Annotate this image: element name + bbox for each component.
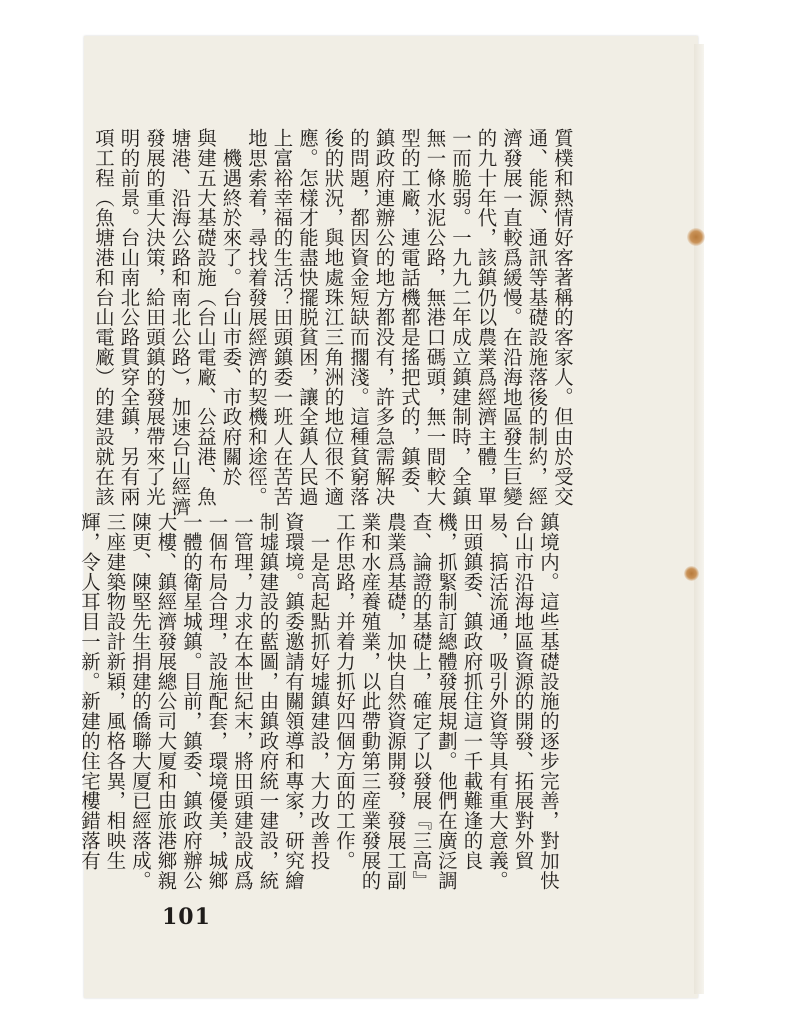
top-text-column: 濟發展一直較爲緩慢。在沿海地區發生巨變 [500, 128, 523, 507]
top-text-column: 發展的重大決策，給田頭鎮的發展帶來了光 [143, 128, 166, 507]
bottom-text-column: 一個布局合理，設施配套，環境優美，城鄉 [205, 512, 229, 891]
top-text-column: 明的前景。台山南北公路貫穿全鎮，另有兩 [117, 128, 141, 507]
top-text-column: 型的工廠，連電話機都是搖把式的，鎮委、 [398, 128, 421, 507]
top-text-column: 塘港、沿海公路和南北公路），加速台山經濟 [168, 128, 192, 517]
top-text-column: 後的狀況，與地處珠江三角洲的地位很不適 [321, 128, 345, 507]
top-text-column: 一而脆弱。一九九二年成立鎮建制時，全鎮 [449, 128, 472, 507]
page-edge [694, 44, 704, 994]
top-text-column: 上富裕幸福的生活？田頭鎮委一班人在苦苦 [270, 128, 294, 507]
bottom-text-column: 鎮境内。這些基礎設施的逐步完善，對加快 [537, 512, 560, 891]
top-text-column: 項工程（魚塘港和台山電廠）的建設就在該 [92, 128, 115, 507]
bottom-text-column: 一體的衛星城鎮。目前，鎮委、鎮政府辦公 [180, 512, 203, 891]
bottom-text-column: 三座建築物設計新穎，風格各異，相映生 [103, 512, 127, 871]
bottom-text-column: 工作思路，并着力抓好四個方面的工作。 [333, 512, 356, 871]
stain-mark-lower [684, 566, 699, 581]
bottom-text-column: 一是高起點抓好墟鎮建設，大力改善投 [307, 512, 331, 871]
stain-mark-upper [687, 228, 705, 246]
top-text-column: 無一條水泥公路，無港口碼頭，無一間較大 [423, 128, 447, 507]
top-text-column: 地思索着，尋找着發展經濟的契機和途徑。 [245, 128, 268, 507]
top-text-column: 機遇終於來了。台山市委、市政府關於 [219, 128, 243, 487]
bottom-text-column: 業和水産養殖業，以此帶動第三産業發展的 [358, 512, 382, 891]
bottom-text-column: 台山市沿海地區資源的開發、拓展對外貿 [511, 512, 535, 871]
bottom-text-column: 大樓、鎮經濟發展總公司大厦和由旅港鄉親 [154, 512, 178, 891]
top-text-column: 應。怎樣才能盡快擺脱貧困，讓全鎮人民過 [296, 128, 319, 507]
page-number: 101 [162, 904, 211, 930]
bottom-text-column: 制墟鎮建設的藍圖，由鎮政府統一建設，統 [256, 512, 280, 891]
bottom-text-column: 田頭鎮委、鎮政府抓住這一千載難逢的良 [460, 512, 484, 871]
text-block-top [91, 128, 576, 517]
top-text-column: 通、能源、通訊等基礎設施落後的制約，經 [525, 128, 549, 507]
top-text-column: 的問題，都因資金短缺而擱淺。這種貧窮落 [347, 128, 370, 507]
bottom-text-column: 農業爲基礎，加快自然資源開發，發展工副 [384, 512, 407, 891]
bottom-text-column: 易、搞活流通，吸引外資等具有重大意義。 [486, 512, 509, 891]
bottom-text-column: 輝，令人耳目一新。新建的住宅樓錯落有 [78, 512, 101, 871]
text-block-bottom [77, 512, 562, 890]
bottom-text-column: 查、論證的基礎上，確定了以發展『三高』 [409, 512, 433, 891]
top-text-column: 與建五大基礎設施（台山電廠、公益港、魚 [194, 128, 217, 507]
bottom-text-column: 資環境。鎮委邀請有關領導和專家，研究繪 [282, 512, 305, 891]
bottom-text-column: 陳更、陳堅先生捐建的僑聯大厦已經落成。 [129, 512, 152, 891]
bottom-text-column: 機，抓緊制訂總體發展規劃。他們在廣泛調 [435, 512, 458, 891]
top-text-column: 鎮政府連辦公的地方都没有，許多急需解决 [372, 128, 396, 507]
top-text-column: 質樸和熱情好客著稱的客家人。但由於受交 [551, 128, 574, 507]
bottom-text-column: 一管理，力求在本世紀末，將田頭建設成爲 [231, 512, 254, 891]
top-text-column: 的九十年代，該鎮仍以農業爲經濟主體，單 [474, 128, 498, 507]
